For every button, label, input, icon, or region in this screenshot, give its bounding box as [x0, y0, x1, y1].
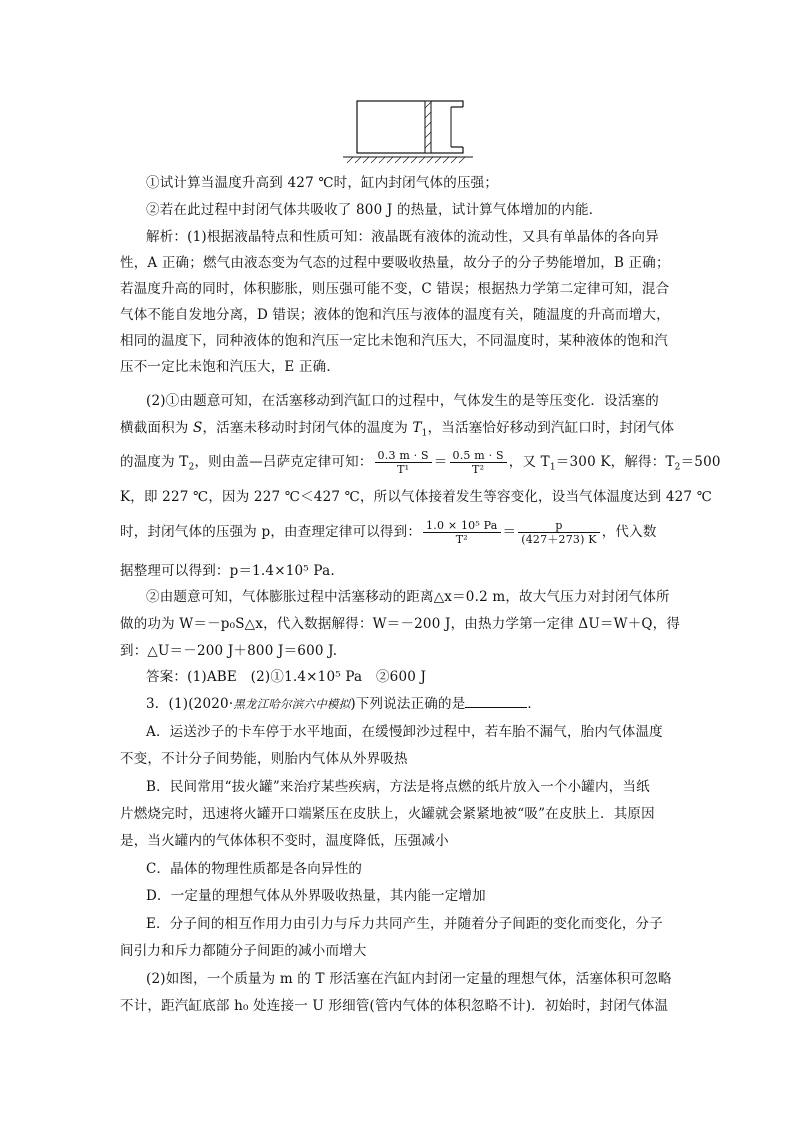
text-line: 气体不能自发地分离，D 错误；液体的饱和汽压与液体的温度有关，随温度的升高而增大，: [120, 307, 670, 323]
subscript: 1: [421, 428, 428, 439]
text-line: K，即 227 ℃，因为 227 ℃＜427 ℃，所以气体接着发生等容变化，设当气体温度达到 427 ℃: [120, 489, 712, 505]
text-line: 据整理可以得到：p＝1.4×10⁵ Pa.: [120, 563, 335, 579]
answer-line: 答案：(1)ABE (2)①1.4×10⁵ Pa ②600 J: [146, 669, 427, 685]
text-line: (2)①由题意可知，在活塞移动到汽缸口的过程中，气体发生的是等压变化．设活塞的: [146, 393, 659, 409]
text-line-with-formula: [120, 449, 721, 478]
subscript: 2: [674, 462, 681, 473]
answer-blank: [465, 695, 527, 708]
text-span: ，当活塞恰好移动到汽缸口时，封闭气体: [427, 420, 675, 436]
fraction: [375, 449, 432, 476]
text-span: ，活塞未移动时封闭气体的温度为: [202, 420, 413, 436]
text-span: ＝300 K，解得：T: [555, 454, 675, 470]
text-span: )下列说法正确的是: [350, 696, 466, 712]
text-span: ＝500: [680, 454, 721, 470]
question-line: (2)如图，一个质量为 m 的 T 形活塞在汽缸内封闭一定量的理想气体，活塞体积可忽略: [146, 971, 672, 987]
subscript: 1: [549, 462, 556, 473]
source-label: 黑龙江哈尔滨六中模拟: [233, 697, 351, 711]
question-line: 不计，距汽缸底部 h₀ 处连接一 U 形细管(管内气体的体积忽略不计)．初始时，封闭气体温: [120, 998, 669, 1014]
fraction: [518, 519, 600, 546]
fraction-numerator: 0.5 m · S: [450, 449, 507, 463]
text-span: ，又 T: [508, 454, 550, 470]
fraction-denominator: T²: [472, 463, 485, 476]
fraction: [423, 519, 500, 546]
text-span: ．: [527, 696, 542, 712]
fraction-numerator: 1.0 × 10⁵ Pa: [423, 519, 500, 533]
fraction-denominator: (427＋273) K: [521, 533, 597, 546]
text-line: 性，A 正确；燃气由液态变为气态的过程中要吸收热量，故分子的分子势能增加，B 正确；: [120, 255, 670, 271]
option-line: 不变，不计分子间势能，则胎内气体从外界吸热: [120, 751, 408, 767]
option-line: E．分子间的相互作用力由引力与斥力共同产生，并随着分子间距的变化而变化，分子: [146, 916, 663, 932]
text-span: 3．(1)(2020·: [146, 696, 234, 712]
text-line: 相同的温度下，同种液体的饱和汽压一定比未饱和汽压大，不同温度时，某种液体的饱和汽: [120, 333, 668, 349]
fraction-denominator: T²: [455, 533, 468, 546]
option-line: B．民间常用“拔火罐”来治疗某些疾病，方法是将点燃的纸片放入一个小罐内，当纸: [146, 779, 650, 795]
text-span: 横截面积为: [120, 420, 193, 436]
option-line: A．运送沙子的卡车停于水平地面，在缓慢卸沙过程中，若车胎不漏气，胎内气体温度: [146, 724, 663, 740]
text-line: ②由题意可知，气体膨胀过程中活塞移动的距离△x＝0.2 m，故大气压力对封闭气体所: [146, 589, 670, 605]
fraction-numerator: p: [518, 519, 600, 533]
symbol-s: S: [193, 420, 203, 436]
text-span: ，代入数: [601, 524, 657, 540]
fraction-numerator: 0.3 m · S: [375, 449, 432, 463]
text-line: ②若在此过程中封闭气体共吸收了 800 J 的热量，试计算气体增加的内能．: [146, 202, 603, 218]
text-span: 的温度为 T: [120, 454, 189, 470]
text-line-with-formula: [120, 519, 680, 546]
fraction-denominator: T¹: [397, 463, 410, 476]
subscript: 2: [188, 462, 195, 473]
text-line: 做的功为 W＝－p₀S△x，代入数据解得：W＝－200 J，由热力学第一定律 ΔU＝W＋Q，得: [120, 616, 681, 632]
equals-sign: ＝: [502, 524, 517, 540]
question-line: [146, 694, 706, 714]
equals-sign: ＝: [433, 454, 448, 470]
option-line: C．晶体的物理性质都是各向异性的: [146, 861, 363, 877]
symbol-t: T: [412, 420, 422, 436]
text-line: 解析：(1)根据液晶特点和性质可知：液晶既有液体的流动性，又具有单晶体的各向异: [146, 229, 659, 245]
cylinder-piston-figure: [343, 94, 473, 166]
option-line: 片燃烧完时，迅速将火罐开口端紧压在皮肤上，火罐就会紧紧地被“吸”在皮肤上．其原因: [120, 806, 655, 822]
option-line: 间引力和斥力都随分子间距的减小而增大: [120, 943, 367, 959]
text-line: 压不一定比未饱和汽压大，E 正确．: [120, 359, 341, 375]
text-line: 若温度升高的同时，体积膨胀，则压强可能不变，C 错误；根据热力学第二定律可知，混合: [120, 281, 670, 297]
text-line: [120, 418, 680, 444]
text-span: 时，封闭气体的压强为 p，由查理定律可以得到：: [120, 524, 422, 540]
option-line: 是，当火罐内的气体体积不变时，温度降低，压强减小: [120, 833, 449, 849]
fraction: [450, 449, 507, 476]
text-line: ①试计算当温度升高到 427 ℃时，缸内封闭气体的压强；: [146, 175, 499, 191]
text-line: 到：△U＝－200 J＋800 J＝600 J.: [120, 643, 338, 659]
text-span: ，则由盖—吕萨克定律可知：: [194, 454, 373, 470]
option-line: D．一定量的理想气体从外界吸收热量，其内能一定增加: [146, 888, 486, 904]
